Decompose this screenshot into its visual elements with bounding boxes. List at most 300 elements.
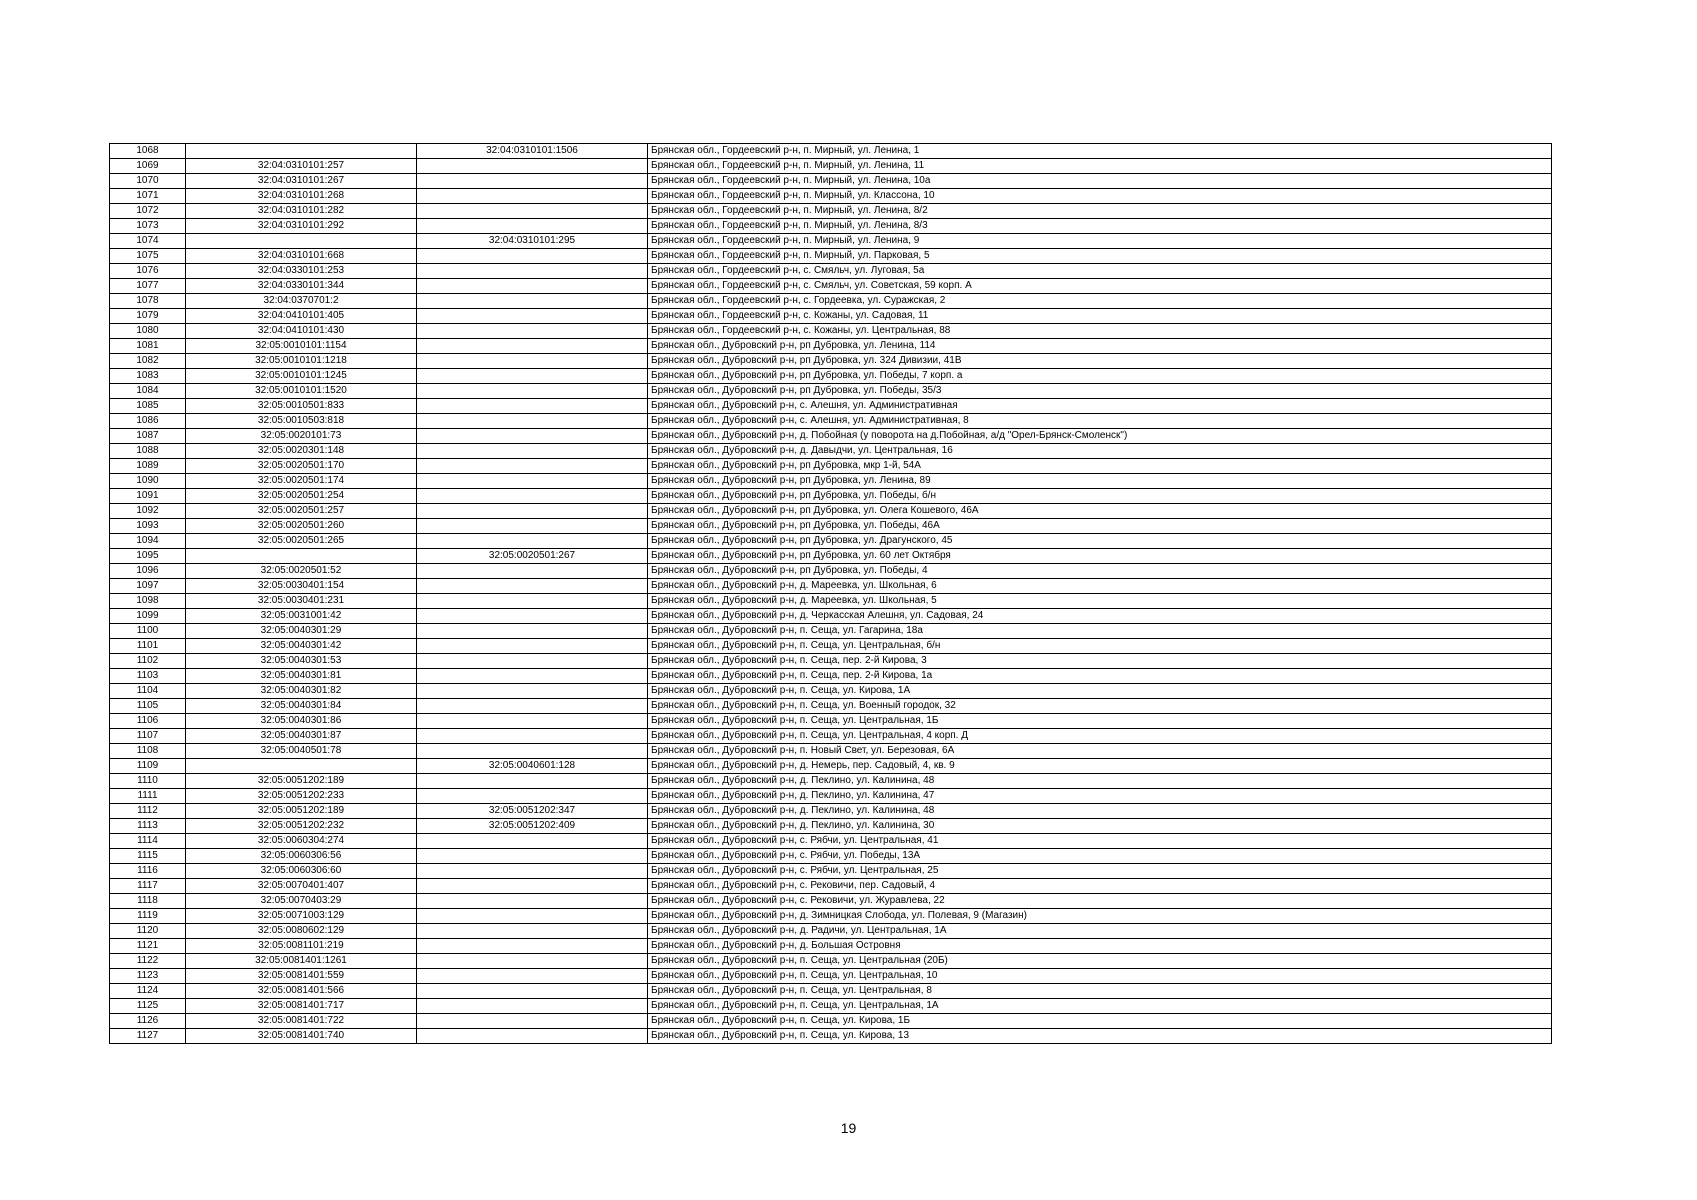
address-cell: Брянская обл., Дубровский р-н, рп Дубровка, ул. Победы, 4 — [648, 564, 1552, 579]
row-number-cell: 1091 — [110, 489, 186, 504]
table-row — [110, 429, 1552, 444]
cadastral-number-cell: 32:05:0080602:129 — [186, 924, 417, 939]
address-cell: Брянская обл., Дубровский р-н, п. Сеща, ул. Военный городок, 32 — [648, 699, 1552, 714]
row-number-cell: 1127 — [110, 1029, 186, 1044]
address-cell: Брянская обл., Дубровский р-н, рп Дубровка, ул. Победы, 46А — [648, 519, 1552, 534]
row-number-cell: 1112 — [110, 804, 186, 819]
table-row — [110, 384, 1552, 399]
address-cell: Брянская обл., Дубровский р-н, д. Пеклино, ул. Калинина, 48 — [648, 804, 1552, 819]
row-number-cell: 1104 — [110, 684, 186, 699]
row-number-cell: 1111 — [110, 789, 186, 804]
cadastral-number-cell: 32:04:0410101:430 — [186, 324, 417, 339]
cadastral-number-alt-cell — [417, 639, 648, 654]
table-row — [110, 834, 1552, 849]
address-cell: Брянская обл., Гордеевский р-н, п. Мирный, ул. Классона, 10 — [648, 189, 1552, 204]
cadastral-number-cell: 32:05:0060304:274 — [186, 834, 417, 849]
cadastral-number-alt-cell — [417, 459, 648, 474]
address-cell: Брянская обл., Дубровский р-н, с. Рябчи, ул. Центральная, 41 — [648, 834, 1552, 849]
cadastral-number-cell: 32:05:0070403:29 — [186, 894, 417, 909]
cadastral-number-alt-cell — [417, 879, 648, 894]
cadastral-number-alt-cell: 32:05:0051202:347 — [417, 804, 648, 819]
cadastral-number-cell: 32:05:0040301:29 — [186, 624, 417, 639]
row-number-cell: 1120 — [110, 924, 186, 939]
table-row — [110, 924, 1552, 939]
table-row — [110, 369, 1552, 384]
cadastral-number-cell: 32:05:0081401:740 — [186, 1029, 417, 1044]
table-row — [110, 489, 1552, 504]
cadastral-number-cell: 32:04:0310101:668 — [186, 249, 417, 264]
table-row — [110, 279, 1552, 294]
row-number-cell: 1119 — [110, 909, 186, 924]
cadastral-number-alt-cell — [417, 519, 648, 534]
cadastral-number-cell: 32:05:0040301:86 — [186, 714, 417, 729]
cadastral-number-cell: 32:05:0010101:1520 — [186, 384, 417, 399]
cadastral-number-cell: 32:05:0040301:53 — [186, 654, 417, 669]
row-number-cell: 1115 — [110, 849, 186, 864]
address-cell: Брянская обл., Гордеевский р-н, п. Мирный, ул. Ленина, 11 — [648, 159, 1552, 174]
address-cell: Брянская обл., Дубровский р-н, д. Мареевка, ул. Школьная, 6 — [648, 579, 1552, 594]
address-cell: Брянская обл., Дубровский р-н, рп Дубровка, мкр 1-й, 54А — [648, 459, 1552, 474]
table-row — [110, 954, 1552, 969]
table-row — [110, 264, 1552, 279]
address-cell: Брянская обл., Дубровский р-н, п. Сеща, ул. Центральная (20Б) — [648, 954, 1552, 969]
address-cell: Брянская обл., Дубровский р-н, д. Давыдчи, ул. Центральная, 16 — [648, 444, 1552, 459]
row-number-cell: 1113 — [110, 819, 186, 834]
cadastral-number-alt-cell — [417, 309, 648, 324]
cadastral-number-cell: 32:05:0040501:78 — [186, 744, 417, 759]
cadastral-number-cell: 32:05:0020501:170 — [186, 459, 417, 474]
cadastral-number-alt-cell — [417, 729, 648, 744]
address-cell: Брянская обл., Гордеевский р-н, с. Кожаны, ул. Центральная, 88 — [648, 324, 1552, 339]
address-cell: Брянская обл., Дубровский р-н, с. Рябчи, ул. Победы, 13А — [648, 849, 1552, 864]
cadastral-number-alt-cell: 32:05:0040601:128 — [417, 759, 648, 774]
cadastral-number-alt-cell — [417, 189, 648, 204]
cadastral-number-alt-cell — [417, 279, 648, 294]
cadastral-number-cell: 32:05:0020501:257 — [186, 504, 417, 519]
table-row — [110, 174, 1552, 189]
address-cell: Брянская обл., Дубровский р-н, рп Дубровка, ул. Ленина, 89 — [648, 474, 1552, 489]
cadastral-number-alt-cell — [417, 714, 648, 729]
cadastral-number-cell: 32:05:0010503:818 — [186, 414, 417, 429]
table-row — [110, 204, 1552, 219]
cadastral-number-cell: 32:05:0051202:232 — [186, 819, 417, 834]
table-row — [110, 654, 1552, 669]
cadastral-number-cell: 32:05:0051202:189 — [186, 774, 417, 789]
table-row — [110, 249, 1552, 264]
cadastral-number-cell — [186, 144, 417, 159]
cadastral-number-cell: 32:05:0040301:42 — [186, 639, 417, 654]
row-number-cell: 1070 — [110, 174, 186, 189]
table-row — [110, 774, 1552, 789]
cadastral-number-alt-cell — [417, 579, 648, 594]
row-number-cell: 1114 — [110, 834, 186, 849]
address-cell: Брянская обл., Дубровский р-н, д. Пеклино, ул. Калинина, 47 — [648, 789, 1552, 804]
table-row — [110, 339, 1552, 354]
cadastral-number-cell: 32:05:0010101:1218 — [186, 354, 417, 369]
cadastral-number-alt-cell — [417, 429, 648, 444]
table-row — [110, 219, 1552, 234]
cadastral-number-cell: 32:04:0330101:344 — [186, 279, 417, 294]
address-cell: Брянская обл., Дубровский р-н, п. Сеща, ул. Центральная, 1А — [648, 999, 1552, 1014]
address-cell: Брянская обл., Дубровский р-н, д. Пеклино, ул. Калинина, 48 — [648, 774, 1552, 789]
cadastral-number-alt-cell — [417, 699, 648, 714]
cadastral-number-cell: 32:05:0040301:81 — [186, 669, 417, 684]
table-row — [110, 789, 1552, 804]
cadastral-number-cell: 32:05:0081401:559 — [186, 969, 417, 984]
table-row — [110, 234, 1552, 249]
cadastral-number-alt-cell — [417, 264, 648, 279]
cadastral-number-alt-cell — [417, 849, 648, 864]
row-number-cell: 1069 — [110, 159, 186, 174]
row-number-cell: 1095 — [110, 549, 186, 564]
table-row — [110, 474, 1552, 489]
address-cell: Брянская обл., Дубровский р-н, п. Сеща, ул. Кирова, 13 — [648, 1029, 1552, 1044]
cadastral-number-alt-cell — [417, 954, 648, 969]
row-number-cell: 1124 — [110, 984, 186, 999]
row-number-cell: 1118 — [110, 894, 186, 909]
row-number-cell: 1089 — [110, 459, 186, 474]
table-row — [110, 579, 1552, 594]
cadastral-number-cell: 32:05:0030401:231 — [186, 594, 417, 609]
row-number-cell: 1117 — [110, 879, 186, 894]
cadastral-number-alt-cell: 32:05:0020501:267 — [417, 549, 648, 564]
cadastral-number-cell: 32:05:0081401:566 — [186, 984, 417, 999]
cadastral-number-cell: 32:05:0051202:189 — [186, 804, 417, 819]
cadastral-number-alt-cell — [417, 369, 648, 384]
row-number-cell: 1093 — [110, 519, 186, 534]
address-cell: Брянская обл., Дубровский р-н, п. Сеща, ул. Центральная, 8 — [648, 984, 1552, 999]
row-number-cell: 1074 — [110, 234, 186, 249]
cadastral-number-alt-cell — [417, 924, 648, 939]
row-number-cell: 1094 — [110, 534, 186, 549]
address-cell: Брянская обл., Дубровский р-н, д. Черкасская Алешня, ул. Садовая, 24 — [648, 609, 1552, 624]
cadastral-number-alt-cell: 32:04:0310101:1506 — [417, 144, 648, 159]
address-cell: Брянская обл., Гордеевский р-н, п. Мирный, ул. Ленина, 1 — [648, 144, 1552, 159]
cadastral-number-cell: 32:05:0070401:407 — [186, 879, 417, 894]
row-number-cell: 1116 — [110, 864, 186, 879]
row-number-cell: 1101 — [110, 639, 186, 654]
table-row — [110, 444, 1552, 459]
cadastral-number-alt-cell — [417, 1014, 648, 1029]
table-row — [110, 159, 1552, 174]
cadastral-number-alt-cell — [417, 159, 648, 174]
row-number-cell: 1075 — [110, 249, 186, 264]
cadastral-number-cell: 32:05:0040301:87 — [186, 729, 417, 744]
address-cell: Брянская обл., Дубровский р-н, д. Пеклино, ул. Калинина, 30 — [648, 819, 1552, 834]
table-row — [110, 669, 1552, 684]
table-row — [110, 729, 1552, 744]
cadastral-number-alt-cell: 32:04:0310101:295 — [417, 234, 648, 249]
cadastral-number-cell: 32:05:0020501:254 — [186, 489, 417, 504]
table-row — [110, 879, 1552, 894]
cadastral-number-alt-cell — [417, 489, 648, 504]
cadastral-number-cell: 32:05:0040301:84 — [186, 699, 417, 714]
row-number-cell: 1099 — [110, 609, 186, 624]
table-row — [110, 459, 1552, 474]
cadastral-number-alt-cell — [417, 624, 648, 639]
cadastral-number-alt-cell — [417, 339, 648, 354]
table-row — [110, 564, 1552, 579]
registry-table-body — [110, 144, 1552, 1044]
row-number-cell: 1092 — [110, 504, 186, 519]
cadastral-number-alt-cell — [417, 1029, 648, 1044]
address-cell: Брянская обл., Дубровский р-н, с. Рековичи, пер. Садовый, 4 — [648, 879, 1552, 894]
registry-table-container — [109, 143, 1551, 1044]
cadastral-number-alt-cell — [417, 999, 648, 1014]
row-number-cell: 1068 — [110, 144, 186, 159]
cadastral-number-cell: 32:04:0330101:253 — [186, 264, 417, 279]
cadastral-number-cell: 32:05:0051202:233 — [186, 789, 417, 804]
address-cell: Брянская обл., Гордеевский р-н, п. Мирный, ул. Ленина, 8/3 — [648, 219, 1552, 234]
cadastral-number-alt-cell — [417, 609, 648, 624]
table-row — [110, 189, 1552, 204]
cadastral-number-cell — [186, 759, 417, 774]
address-cell: Брянская обл., Дубровский р-н, д. Немерь, пер. Садовый, 4, кв. 9 — [648, 759, 1552, 774]
cadastral-number-cell: 32:04:0310101:292 — [186, 219, 417, 234]
address-cell: Брянская обл., Дубровский р-н, рп Дубровка, ул. Ленина, 114 — [648, 339, 1552, 354]
cadastral-number-alt-cell — [417, 414, 648, 429]
cadastral-number-cell: 32:05:0081401:717 — [186, 999, 417, 1014]
table-row — [110, 624, 1552, 639]
address-cell: Брянская обл., Дубровский р-н, п. Новый Свет, ул. Березовая, 6А — [648, 744, 1552, 759]
row-number-cell: 1088 — [110, 444, 186, 459]
row-number-cell: 1096 — [110, 564, 186, 579]
row-number-cell: 1100 — [110, 624, 186, 639]
row-number-cell: 1103 — [110, 669, 186, 684]
address-cell: Брянская обл., Дубровский р-н, рп Дубровка, ул. Олега Кошевого, 46А — [648, 504, 1552, 519]
table-row — [110, 984, 1552, 999]
address-cell: Брянская обл., Дубровский р-н, с. Алешня, ул. Административная — [648, 399, 1552, 414]
cadastral-number-cell: 32:05:0020501:265 — [186, 534, 417, 549]
cadastral-number-alt-cell — [417, 444, 648, 459]
cadastral-number-cell: 32:04:0310101:268 — [186, 189, 417, 204]
cadastral-number-alt-cell — [417, 534, 648, 549]
cadastral-number-alt-cell — [417, 939, 648, 954]
address-cell: Брянская обл., Дубровский р-н, п. Сеща, ул. Центральная, 4 корп. Д — [648, 729, 1552, 744]
address-cell: Брянская обл., Гордеевский р-н, с. Смяльч, ул. Советская, 59 корп. А — [648, 279, 1552, 294]
address-cell: Брянская обл., Дубровский р-н, д. Мареевка, ул. Школьная, 5 — [648, 594, 1552, 609]
address-cell: Брянская обл., Дубровский р-н, д. Зимницкая Слобода, ул. Полевая, 9 (Магазин) — [648, 909, 1552, 924]
row-number-cell: 1081 — [110, 339, 186, 354]
cadastral-number-alt-cell — [417, 744, 648, 759]
table-row — [110, 909, 1552, 924]
cadastral-number-alt-cell — [417, 249, 648, 264]
address-cell: Брянская обл., Гордеевский р-н, с. Смяльч, ул. Луговая, 5а — [648, 264, 1552, 279]
address-cell: Брянская обл., Дубровский р-н, д. Радичи, ул. Центральная, 1А — [648, 924, 1552, 939]
address-cell: Брянская обл., Дубровский р-н, п. Сеща, ул. Кирова, 1А — [648, 684, 1552, 699]
address-cell: Брянская обл., Дубровский р-н, рп Дубровка, ул. Победы, 7 корп. а — [648, 369, 1552, 384]
cadastral-number-cell: 32:05:0010101:1154 — [186, 339, 417, 354]
table-row — [110, 354, 1552, 369]
cadastral-number-alt-cell — [417, 174, 648, 189]
table-row — [110, 549, 1552, 564]
address-cell: Брянская обл., Дубровский р-н, рп Дубровка, ул. Победы, 35/3 — [648, 384, 1552, 399]
address-cell: Брянская обл., Дубровский р-н, п. Сеща, пер. 2-й Кирова, 3 — [648, 654, 1552, 669]
table-row — [110, 504, 1552, 519]
cadastral-number-cell: 32:05:0081401:722 — [186, 1014, 417, 1029]
cadastral-number-cell — [186, 549, 417, 564]
table-row — [110, 849, 1552, 864]
row-number-cell: 1071 — [110, 189, 186, 204]
address-cell: Брянская обл., Гордеевский р-н, с. Кожаны, ул. Садовая, 11 — [648, 309, 1552, 324]
cadastral-number-cell: 32:05:0020301:148 — [186, 444, 417, 459]
row-number-cell: 1110 — [110, 774, 186, 789]
row-number-cell: 1085 — [110, 399, 186, 414]
address-cell: Брянская обл., Дубровский р-н, с. Алешня, ул. Административная, 8 — [648, 414, 1552, 429]
table-row — [110, 999, 1552, 1014]
cadastral-number-alt-cell — [417, 564, 648, 579]
row-number-cell: 1109 — [110, 759, 186, 774]
row-number-cell: 1098 — [110, 594, 186, 609]
table-row — [110, 969, 1552, 984]
cadastral-number-cell: 32:05:0081401:1261 — [186, 954, 417, 969]
row-number-cell: 1123 — [110, 969, 186, 984]
cadastral-number-cell: 32:05:0030401:154 — [186, 579, 417, 594]
table-row — [110, 519, 1552, 534]
row-number-cell: 1087 — [110, 429, 186, 444]
cadastral-number-alt-cell — [417, 354, 648, 369]
cadastral-number-cell: 32:05:0071003:129 — [186, 909, 417, 924]
row-number-cell: 1105 — [110, 699, 186, 714]
cadastral-number-alt-cell — [417, 669, 648, 684]
address-cell: Брянская обл., Гордеевский р-н, п. Мирный, ул. Парковая, 5 — [648, 249, 1552, 264]
address-cell: Брянская обл., Дубровский р-н, д. Большая Островня — [648, 939, 1552, 954]
row-number-cell: 1108 — [110, 744, 186, 759]
table-row — [110, 294, 1552, 309]
cadastral-number-cell: 32:05:0031001:42 — [186, 609, 417, 624]
address-cell: Брянская обл., Дубровский р-н, п. Сеща, ул. Центральная, 1Б — [648, 714, 1552, 729]
table-row — [110, 744, 1552, 759]
table-row — [110, 534, 1552, 549]
cadastral-number-alt-cell — [417, 789, 648, 804]
table-row — [110, 1014, 1552, 1029]
cadastral-number-cell — [186, 234, 417, 249]
row-number-cell: 1073 — [110, 219, 186, 234]
cadastral-number-cell: 32:04:0410101:405 — [186, 309, 417, 324]
cadastral-number-alt-cell — [417, 384, 648, 399]
cadastral-number-alt-cell — [417, 969, 648, 984]
cadastral-number-alt-cell: 32:05:0051202:409 — [417, 819, 648, 834]
address-cell: Брянская обл., Дубровский р-н, рп Дубровка, ул. Драгунского, 45 — [648, 534, 1552, 549]
address-cell: Брянская обл., Гордеевский р-н, п. Мирный, ул. Ленина, 9 — [648, 234, 1552, 249]
row-number-cell: 1122 — [110, 954, 186, 969]
cadastral-number-cell: 32:04:0310101:267 — [186, 174, 417, 189]
cadastral-number-alt-cell — [417, 834, 648, 849]
row-number-cell: 1080 — [110, 324, 186, 339]
table-row — [110, 609, 1552, 624]
address-cell: Брянская обл., Гордеевский р-н, п. Мирный, ул. Ленина, 10а — [648, 174, 1552, 189]
row-number-cell: 1125 — [110, 999, 186, 1014]
table-row — [110, 864, 1552, 879]
address-cell: Брянская обл., Дубровский р-н, п. Сеща, ул. Кирова, 1Б — [648, 1014, 1552, 1029]
address-cell: Брянская обл., Дубровский р-н, рп Дубровка, ул. Победы, б/н — [648, 489, 1552, 504]
cadastral-number-cell: 32:05:0010101:1245 — [186, 369, 417, 384]
cadastral-number-alt-cell — [417, 219, 648, 234]
cadastral-number-alt-cell — [417, 894, 648, 909]
table-row — [110, 594, 1552, 609]
cadastral-number-cell: 32:05:0060306:60 — [186, 864, 417, 879]
row-number-cell: 1072 — [110, 204, 186, 219]
row-number-cell: 1078 — [110, 294, 186, 309]
row-number-cell: 1126 — [110, 1014, 186, 1029]
cadastral-number-cell: 32:05:0020501:260 — [186, 519, 417, 534]
row-number-cell: 1082 — [110, 354, 186, 369]
table-row — [110, 894, 1552, 909]
cadastral-number-cell: 32:04:0370701:2 — [186, 294, 417, 309]
cadastral-number-cell: 32:05:0081101:219 — [186, 939, 417, 954]
address-cell: Брянская обл., Дубровский р-н, с. Рековичи, ул. Журавлева, 22 — [648, 894, 1552, 909]
address-cell: Брянская обл., Дубровский р-н, п. Сеща, пер. 2-й Кирова, 1а — [648, 669, 1552, 684]
row-number-cell: 1090 — [110, 474, 186, 489]
page-number: 19 — [840, 1120, 857, 1136]
cadastral-number-alt-cell — [417, 594, 648, 609]
cadastral-number-cell: 32:05:0010501:833 — [186, 399, 417, 414]
table-row — [110, 309, 1552, 324]
table-row — [110, 639, 1552, 654]
cadastral-number-alt-cell — [417, 399, 648, 414]
row-number-cell: 1083 — [110, 369, 186, 384]
table-row — [110, 759, 1552, 774]
row-number-cell: 1102 — [110, 654, 186, 669]
cadastral-number-alt-cell — [417, 294, 648, 309]
address-cell: Брянская обл., Гордеевский р-н, п. Мирный, ул. Ленина, 8/2 — [648, 204, 1552, 219]
table-row — [110, 939, 1552, 954]
row-number-cell: 1077 — [110, 279, 186, 294]
cadastral-number-alt-cell — [417, 504, 648, 519]
row-number-cell: 1121 — [110, 939, 186, 954]
cadastral-number-alt-cell — [417, 864, 648, 879]
cadastral-number-cell: 32:05:0040301:82 — [186, 684, 417, 699]
table-row — [110, 399, 1552, 414]
cadastral-number-cell: 32:05:0020501:174 — [186, 474, 417, 489]
cadastral-number-cell: 32:05:0020101:73 — [186, 429, 417, 444]
address-cell: Брянская обл., Дубровский р-н, п. Сеща, ул. Гагарина, 18а — [648, 624, 1552, 639]
cadastral-number-cell: 32:05:0020501:52 — [186, 564, 417, 579]
address-cell: Брянская обл., Дубровский р-н, с. Рябчи, ул. Центральная, 25 — [648, 864, 1552, 879]
table-row — [110, 804, 1552, 819]
address-cell: Брянская обл., Дубровский р-н, д. Побойная (у поворота на д.Побойная, а/д "Орел-Брянск-Смоленск") — [648, 429, 1552, 444]
cadastral-number-alt-cell — [417, 774, 648, 789]
table-row — [110, 324, 1552, 339]
registry-table — [109, 143, 1552, 1044]
table-row — [110, 819, 1552, 834]
row-number-cell: 1084 — [110, 384, 186, 399]
address-cell: Брянская обл., Дубровский р-н, рп Дубровка, ул. 60 лет Октября — [648, 549, 1552, 564]
row-number-cell: 1079 — [110, 309, 186, 324]
cadastral-number-alt-cell — [417, 474, 648, 489]
address-cell: Брянская обл., Дубровский р-н, рп Дубровка, ул. 324 Дивизии, 41В — [648, 354, 1552, 369]
address-cell: Брянская обл., Дубровский р-н, п. Сеща, ул. Центральная, 10 — [648, 969, 1552, 984]
address-cell: Брянская обл., Дубровский р-н, п. Сеща, ул. Центральная, б/н — [648, 639, 1552, 654]
row-number-cell: 1107 — [110, 729, 186, 744]
row-number-cell: 1086 — [110, 414, 186, 429]
table-row — [110, 714, 1552, 729]
cadastral-number-alt-cell — [417, 684, 648, 699]
cadastral-number-alt-cell — [417, 984, 648, 999]
row-number-cell: 1097 — [110, 579, 186, 594]
cadastral-number-cell: 32:05:0060306:56 — [186, 849, 417, 864]
table-row — [110, 1029, 1552, 1044]
cadastral-number-cell: 32:04:0310101:257 — [186, 159, 417, 174]
cadastral-number-alt-cell — [417, 204, 648, 219]
cadastral-number-alt-cell — [417, 324, 648, 339]
table-row — [110, 699, 1552, 714]
cadastral-number-alt-cell — [417, 654, 648, 669]
table-row — [110, 144, 1552, 159]
address-cell: Брянская обл., Гордеевский р-н, с. Гордеевка, ул. Суражская, 2 — [648, 294, 1552, 309]
cadastral-number-alt-cell — [417, 909, 648, 924]
row-number-cell: 1106 — [110, 714, 186, 729]
